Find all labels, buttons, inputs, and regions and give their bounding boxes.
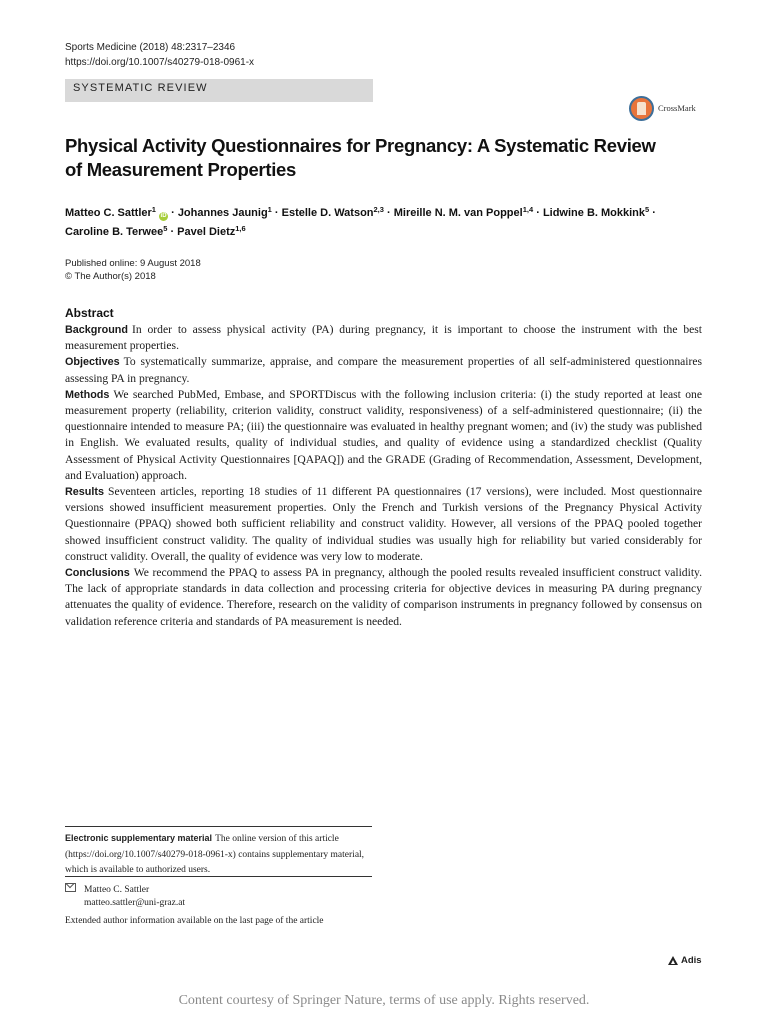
abstract-conclusions bbox=[65, 565, 702, 630]
abstract-heading: Abstract bbox=[65, 306, 114, 320]
section-label: Background bbox=[65, 324, 128, 336]
section-label: Conclusions bbox=[65, 567, 130, 580]
page-footer: Content courtesy of Springer Nature, terms of use apply. Rights reserved. bbox=[178, 993, 590, 1008]
article-type-banner bbox=[65, 79, 373, 102]
footnote-divider bbox=[65, 876, 372, 877]
abstract-body bbox=[65, 322, 702, 630]
crossmark-icon bbox=[629, 96, 654, 121]
publication-info bbox=[65, 257, 201, 283]
author-name[interactable]: Matteo C. Sattler bbox=[65, 207, 152, 219]
orcid-icon[interactable]: iD bbox=[160, 213, 167, 219]
extended-author-info: Extended author information available on the last page of the article bbox=[65, 916, 324, 926]
supplementary-note bbox=[65, 831, 373, 879]
author-affiliation: 1 bbox=[151, 205, 156, 214]
section-label: Results bbox=[65, 486, 105, 499]
crossmark-badge[interactable] bbox=[629, 94, 705, 122]
section-text: We recommend the PPAQ to assess PA in pregnancy, although the pooled results revealed insufficient construct validity. The lack of appropriate standards in data collection and processing criteria for objective devices in measuring PA during pregnancy attenuates the quality of evidence. Therefore, research on the validity of comparison instruments in pregnancy followed by consensus on validation reference criteria and standards of PA measurement is needed. bbox=[65, 566, 702, 628]
copyright-notice: © The Author(s) 2018 bbox=[65, 271, 156, 282]
supplementary-link[interactable]: https://doi.org/10.1007/s40279-018-0961-x bbox=[68, 849, 233, 860]
author-name[interactable]: Lidwine B. Mokkink bbox=[542, 207, 646, 219]
footnote-divider bbox=[65, 826, 372, 827]
corresponding-name: Matteo C. Sattler bbox=[84, 885, 150, 895]
journal-citation: Sports Medicine (2018) 48:2317–2346 bbox=[65, 42, 236, 53]
article-type-label: SYSTEMATIC REVIEW bbox=[73, 82, 208, 94]
author-name[interactable]: Estelle D. Watson bbox=[281, 207, 374, 219]
envelope-icon bbox=[65, 883, 76, 892]
supplementary-text: The online version of this article ( bbox=[65, 834, 339, 860]
section-label: Objectives bbox=[65, 356, 120, 369]
corresponding-email[interactable]: matteo.sattler@uni-graz.at bbox=[84, 898, 186, 908]
author-list: Matteo C. Sattler$^1$ iD · Johannes Jaunig$^1$ · Estelle D. Watson$^{2,3}$ · Mireille N. M. van Poppel$^{1,4}$ · Lidwine B. Mokkink$^5$ · Caroline B. Terwee$^5$ · Pavel Dietz$^{1,6}$ bbox=[65, 205, 656, 238]
crossmark-label: CrossMark bbox=[658, 103, 696, 113]
author-affiliation: 1,6 bbox=[235, 224, 246, 233]
publisher-logo bbox=[668, 955, 702, 966]
doi-link[interactable]: https://doi.org/10.1007/s40279-018-0961-x bbox=[65, 57, 255, 68]
author-affiliation: 5 bbox=[163, 224, 168, 233]
author-affiliation: 2,3 bbox=[373, 205, 384, 214]
author-affiliation: 5 bbox=[645, 205, 650, 214]
section-text: To systematically summarize, appraise, and compare the measurement properties of all self-administered questionnaires assessing PA in pregnancy. bbox=[65, 355, 702, 385]
supplementary-label: Electronic supplementary material bbox=[65, 833, 213, 843]
journal-header bbox=[65, 40, 254, 70]
abstract-methods bbox=[65, 387, 702, 484]
section-text: Seventeen articles, reporting 18 studies of 11 different PA questionnaires (17 versions), were included. Most questionnaire versions showed insufficient measurement properties. Only the French and Turkish versions of the Pregnancy Physical Activity Questionnaire (PPAQ) showed both sufficient reliability and construct validity. However, all versions of the PPAQ pooled together showed insufficient construct validity. The quality of individual studies was usually high for reliability but varied considerably for construct validity. Overall, the quality of evidence was very low to moderate. bbox=[65, 485, 702, 563]
author-affiliation: 1 bbox=[267, 205, 272, 214]
author-name[interactable]: Mireille N. M. van Poppel bbox=[393, 207, 523, 219]
supplementary-text: ) contains supplementary material, which is available to authorized users. bbox=[65, 849, 365, 875]
author-name[interactable]: Johannes Jaunig bbox=[177, 207, 268, 219]
published-date: Published online: 9 August 2018 bbox=[65, 258, 201, 269]
section-label: Methods bbox=[65, 388, 110, 401]
section-text: In order to assess physical activity (PA) during pregnancy, it is important to choose the instrument with the best measurement properties. bbox=[65, 323, 702, 353]
abstract-results bbox=[65, 484, 702, 565]
section-text: We searched PubMed, Embase, and SPORTDiscus with the following inclusion criteria: (i) the study reported at least one measurement property (reliability, criterion validity, construct validity, responsiveness) of a self-administered questionnaire; (ii) the questionnaire intended to measure PA; (iii) the questionnaire was evaluated in healthy pregnant women; and (iv) the study was published in English. We evaluated results, quality of individual studies, and quality of evidence using a standardized checklist (Quality Assessment of Physical Activity Questionnaires [QAPAQ]) and the GRADE (Grading of Recommendation, Assessment, Development, and Evaluation) approach. bbox=[65, 387, 702, 482]
adis-logo-icon bbox=[668, 956, 678, 965]
author-affiliation: 1,4 bbox=[522, 205, 534, 214]
abstract-background bbox=[65, 322, 702, 354]
author-name[interactable]: Pavel Dietz bbox=[177, 226, 236, 238]
abstract-objectives bbox=[65, 354, 702, 386]
publisher-name: Adis bbox=[681, 955, 702, 966]
corresponding-author bbox=[65, 883, 185, 910]
author-name[interactable]: Caroline B. Terwee bbox=[65, 226, 164, 238]
article-title: Physical Activity Questionnaires for Pregnancy: A Systematic Review of Measurement Properties bbox=[65, 135, 656, 180]
